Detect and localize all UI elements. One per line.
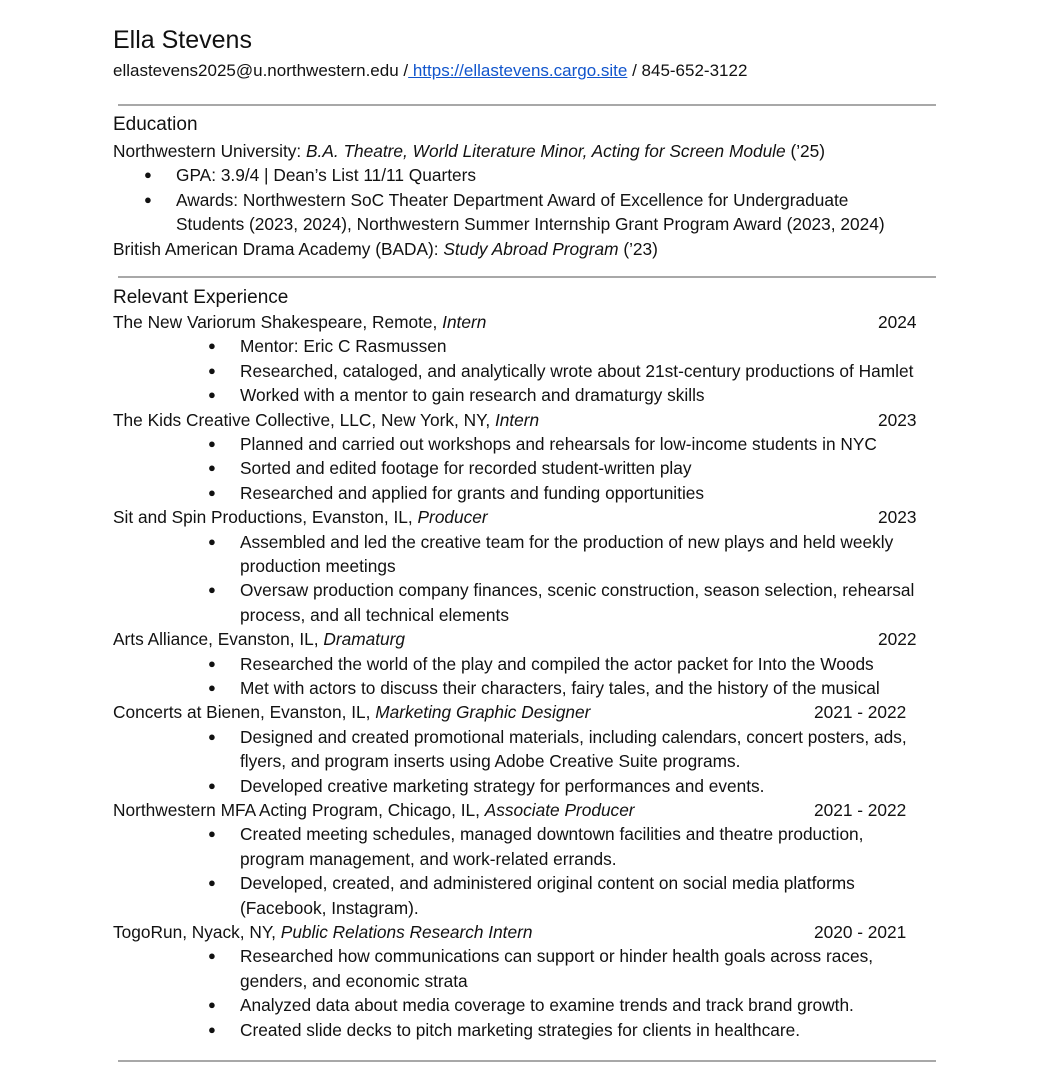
bullet-icon: ● xyxy=(208,875,216,891)
bullet-icon: ● xyxy=(208,1021,216,1037)
bullet-icon: ● xyxy=(208,387,216,403)
bullet-icon: ● xyxy=(208,997,216,1013)
section-title: Relevant Experience xyxy=(113,287,289,308)
role: Public Relations Research Intern xyxy=(280,922,533,943)
bullet-icon: ● xyxy=(144,167,152,183)
list-item: ● Researched how communications can support or hinder health goals across races, genders, and economic strata xyxy=(208,946,874,991)
list-item: ● Assembled and led the creative team for the production of new plays and held weekly production meetings xyxy=(208,531,894,577)
role: Producer xyxy=(417,507,488,528)
bullet-icon: ● xyxy=(144,191,152,207)
list-item: ● Mentor: Eric C Rasmussen xyxy=(113,334,940,358)
section-divider xyxy=(118,1060,936,1062)
education-entry: British American Drama Academy (BADA): Study Abroad Program (’23) xyxy=(113,238,658,259)
list-item: ● Developed creative marketing strategy for performances and events. xyxy=(113,774,940,798)
location: , New York, NY, xyxy=(371,409,495,430)
date-range: 2021 - 2022 xyxy=(814,702,907,723)
experience-entry xyxy=(113,920,943,944)
candidate-name: Ella Stevens xyxy=(113,26,252,54)
location: , Evanston, IL, xyxy=(302,507,418,528)
list-item: ● Met with actors to discuss their characters, fairy tales, and the history of the musical xyxy=(113,676,940,700)
location: , Chicago, IL, xyxy=(378,800,485,821)
experience-entry xyxy=(113,700,943,724)
role: Intern xyxy=(442,312,487,332)
list-item: ● Analyzed data about media coverage to examine trends and track brand growth. xyxy=(113,993,940,1017)
education-entry: Northwestern University: B.A. Theatre, World Literature Minor, Acting for Screen Module (’25) xyxy=(113,141,826,161)
list-item: ● Developed, created, and administered original content on social media platforms (Facebook, Instagram). xyxy=(208,873,855,918)
organization: Arts Alliance xyxy=(113,629,209,650)
date-range: 2024 xyxy=(878,312,917,332)
email-text: ellastevens2025@u.northwestern.edu xyxy=(113,61,399,80)
bullet-icon: ● xyxy=(208,338,216,354)
phone-text: 845-652-3122 xyxy=(641,61,748,80)
list-item: ● Awards: Northwestern SoC Theater Department Award of Excellence for Undergraduate Students (2023, 2024), Northwestern Summer Internship Grant Program Award (2023, 2024) xyxy=(144,189,885,235)
organization: The Kids Creative Collective, LLC xyxy=(113,409,372,430)
list-item: ● Researched the world of the play and compiled the actor packet for Into the Woods xyxy=(113,652,940,676)
experience-section xyxy=(113,285,943,1042)
list-item: ● Created slide decks to pitch marketing strategies for clients in healthcare. xyxy=(113,1018,940,1042)
location: , Remote, xyxy=(362,312,443,332)
bullet-icon: ● xyxy=(208,777,216,793)
location: , Evanston, IL, xyxy=(208,629,324,650)
education-section xyxy=(113,112,943,261)
bullet-icon: ● xyxy=(208,655,216,671)
bullet-icon: ● xyxy=(208,680,216,696)
list-item: ● Created meeting schedules, managed downtown facilities and theatre production, program management, and work-related errands. xyxy=(208,824,864,869)
date-range: 2022 xyxy=(878,629,917,650)
section-divider xyxy=(118,104,936,106)
section-title: Education xyxy=(113,114,198,135)
list-item: ● Designed and created promotional materials, including calendars, concert posters, ads, flyers, and program inserts using Adobe Creative Suite programs. xyxy=(208,726,907,772)
list-item: ● Worked with a mentor to gain research and dramaturgy skills xyxy=(113,383,940,407)
bullet-icon: ● xyxy=(208,484,216,500)
contact-separator: / xyxy=(627,61,642,80)
bullet-icon: ● xyxy=(208,582,216,598)
organization: TogoRun xyxy=(113,922,183,943)
bullet-icon: ● xyxy=(208,362,216,378)
experience-list xyxy=(113,310,943,1042)
role: Marketing Graphic Designer xyxy=(375,702,591,723)
list-item: ● Oversaw production company finances, scenic construction, season selection, rehearsal process, and all technical elements xyxy=(208,580,915,625)
date-range: 2023 xyxy=(878,409,917,430)
bullet-icon: ● xyxy=(208,826,216,842)
organization: Concerts at Bienen xyxy=(113,702,260,723)
experience-entry xyxy=(113,408,943,432)
list-item: ● Planned and carried out workshops and rehearsals for low-income students in NYC xyxy=(113,432,940,456)
contact-separator: / xyxy=(398,61,409,80)
role: Intern xyxy=(494,409,540,430)
section-divider xyxy=(118,276,936,278)
list-item: ● Sorted and edited footage for recorded student-written play xyxy=(113,456,940,480)
contact-line xyxy=(113,60,747,82)
role: Associate Producer xyxy=(484,800,635,821)
location: , Nyack, NY, xyxy=(182,922,281,943)
website-link[interactable]: https://ellastevens.cargo.site xyxy=(408,61,628,80)
organization: Northwestern MFA Acting Program xyxy=(113,800,379,821)
experience-entry xyxy=(113,627,943,651)
bullet-icon: ● xyxy=(208,948,216,964)
organization: The New Variorum Shakespeare xyxy=(113,312,363,332)
list-item: ● GPA: 3.9/4 | Dean’s List 11/11 Quarters xyxy=(113,163,916,187)
bullet-icon: ● xyxy=(208,460,216,476)
bullet-icon: ● xyxy=(208,533,216,549)
bullet-icon: ● xyxy=(208,728,216,744)
experience-entry xyxy=(113,310,943,334)
experience-entry xyxy=(113,505,943,529)
date-range: 2023 xyxy=(878,507,917,528)
location: , Evanston, IL, xyxy=(259,702,376,723)
experience-entry xyxy=(113,798,943,822)
bullet-icon: ● xyxy=(208,436,216,451)
date-range: 2020 - 2021 xyxy=(814,922,907,943)
date-range: 2021 - 2022 xyxy=(814,800,907,821)
role: Dramaturg xyxy=(323,629,406,650)
list-item: ● Researched, cataloged, and analytically wrote about 21st-century productions of Hamlet xyxy=(113,359,940,383)
list-item: ● Researched and applied for grants and funding opportunities xyxy=(113,481,940,505)
organization: Sit and Spin Productions xyxy=(113,507,303,528)
